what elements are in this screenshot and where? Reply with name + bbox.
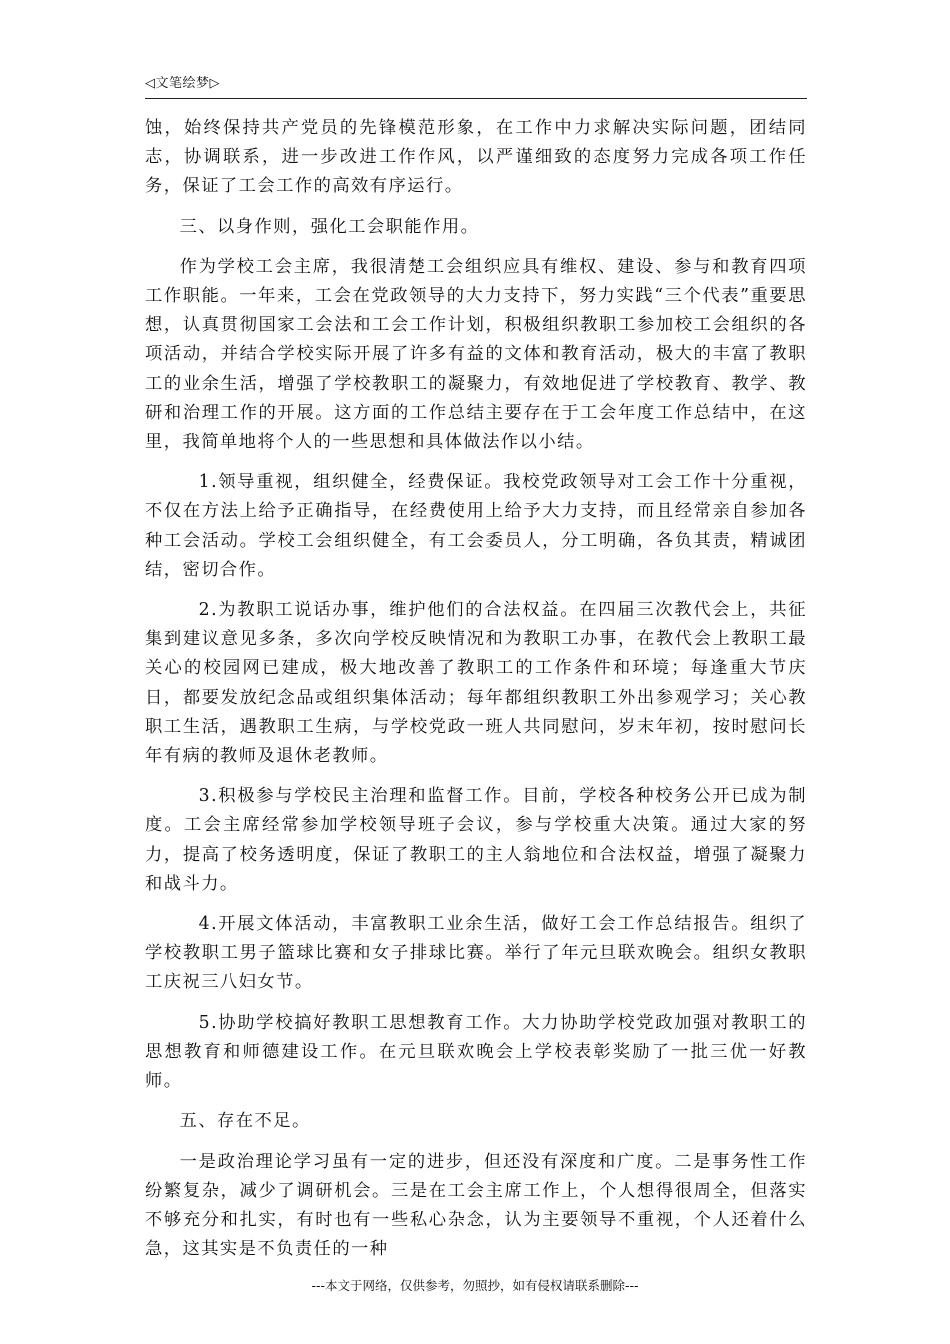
list-item-3: 3.积极参与学校民主治理和监督工作。目前，学校各种校务公开已成为制度。工会主席经常参加学校领导班子会议，参与学校重大决策。通过大家的努力，提高了校务透明度，保证了教职工的主人翁地位和合法权益，增强了凝聚力和战斗力。 xyxy=(145,786,807,894)
section-heading-five: 五、存在不足。 xyxy=(179,1111,311,1132)
section-heading-three: 三、以身作则，强化工会职能作用。 xyxy=(179,216,480,237)
paragraph-union-chair: 作为学校工会主席，我很清楚工会组织应具有维权、建设、参与和教育四项工作职能。一年来，工会在党政领导的大力支持下，努力实践“三个代表”重要思想，认真贯彻国家工会法和工会工作计划，积极组织教职工参加校工会组织的各项活动，并结合学校实际开展了许多有益的文体和教育活动，极大的丰富了教职工的业余生活，增强了学校教职工的凝聚力，有效地促进了学校教育、教学、教研和治理工作的开展。这方面的工作总结主要存在于工会年度工作总结中，在这里，我简单地将个人的一些思想和具体做法作以小结。 xyxy=(145,256,807,453)
paragraph-shortcomings: 一是政治理论学习虽有一定的进步，但还没有深度和广度。二是事务性工作纷繁复杂，减少了调研机会。三是在工会主席工作上，个人想得很周全，但落实不够充分和扎实，有时也有一些私心杂念，认为主要领导不重视，个人还着什么急，这其实是不负责任的一种 xyxy=(145,1151,807,1260)
page-footer-notice: ---本文于网络，仅供参考，勿照抄，如有侵权请联系删除--- xyxy=(311,1278,639,1293)
list-item-4: 4.开展文体活动，丰富教职工业余生活，做好工会工作总结报告。组织了学校教职工男子篮球比赛和女子排球比赛。举行了年元旦联欢晚会。组织女教职工庆祝三八妇女节。 xyxy=(145,914,807,993)
header-brand: ◁文笔绘梦▷ xyxy=(145,76,220,91)
document-body xyxy=(145,114,807,1275)
list-item-1: 1.领导重视，组织健全，经费保证。我校党政领导对工会工作十分重视，不仅在方法上给予正确指导，在经费使用上给予大力支持，而且经常亲自参加各种工会活动。学校工会组织健全，有工会委员人，分工明确，各负其责，精诚团结，密切合作。 xyxy=(145,472,807,580)
list-item-2: 2.为教职工说话办事，维护他们的合法权益。在四届三次教代会上，共征集到建议意见多条，多次向学校反映情况和为教职工办事，在教代会上教职工最关心的校园网已建成，极大地改善了教职工的工作条件和环境；每逢重大节庆日，都要发放纪念品或组织集体活动；每年都组织教职工外出参观学习；关心教职工生活，遇教职工生病，与学校党政一班人共同慰问，岁末年初，按时慰问长年有病的教师及退休老教师。 xyxy=(145,600,807,767)
list-item-5: 5.协助学校搞好教职工思想教育工作。大力协助学校党政加强对教职工的思想教育和师德建设工作。在元旦联欢晚会上学校表彰奖励了一批三优一好教师。 xyxy=(145,1012,807,1092)
page-header xyxy=(145,74,807,99)
paragraph-continuation: 蚀，始终保持共产党员的先锋模范形象，在工作中力求解决实际问题，团结同志，协调联系，进一步改进工作作风，以严谨细致的态度努力完成各项工作任务，保证了工会工作的高效有序运行。 xyxy=(145,118,807,197)
